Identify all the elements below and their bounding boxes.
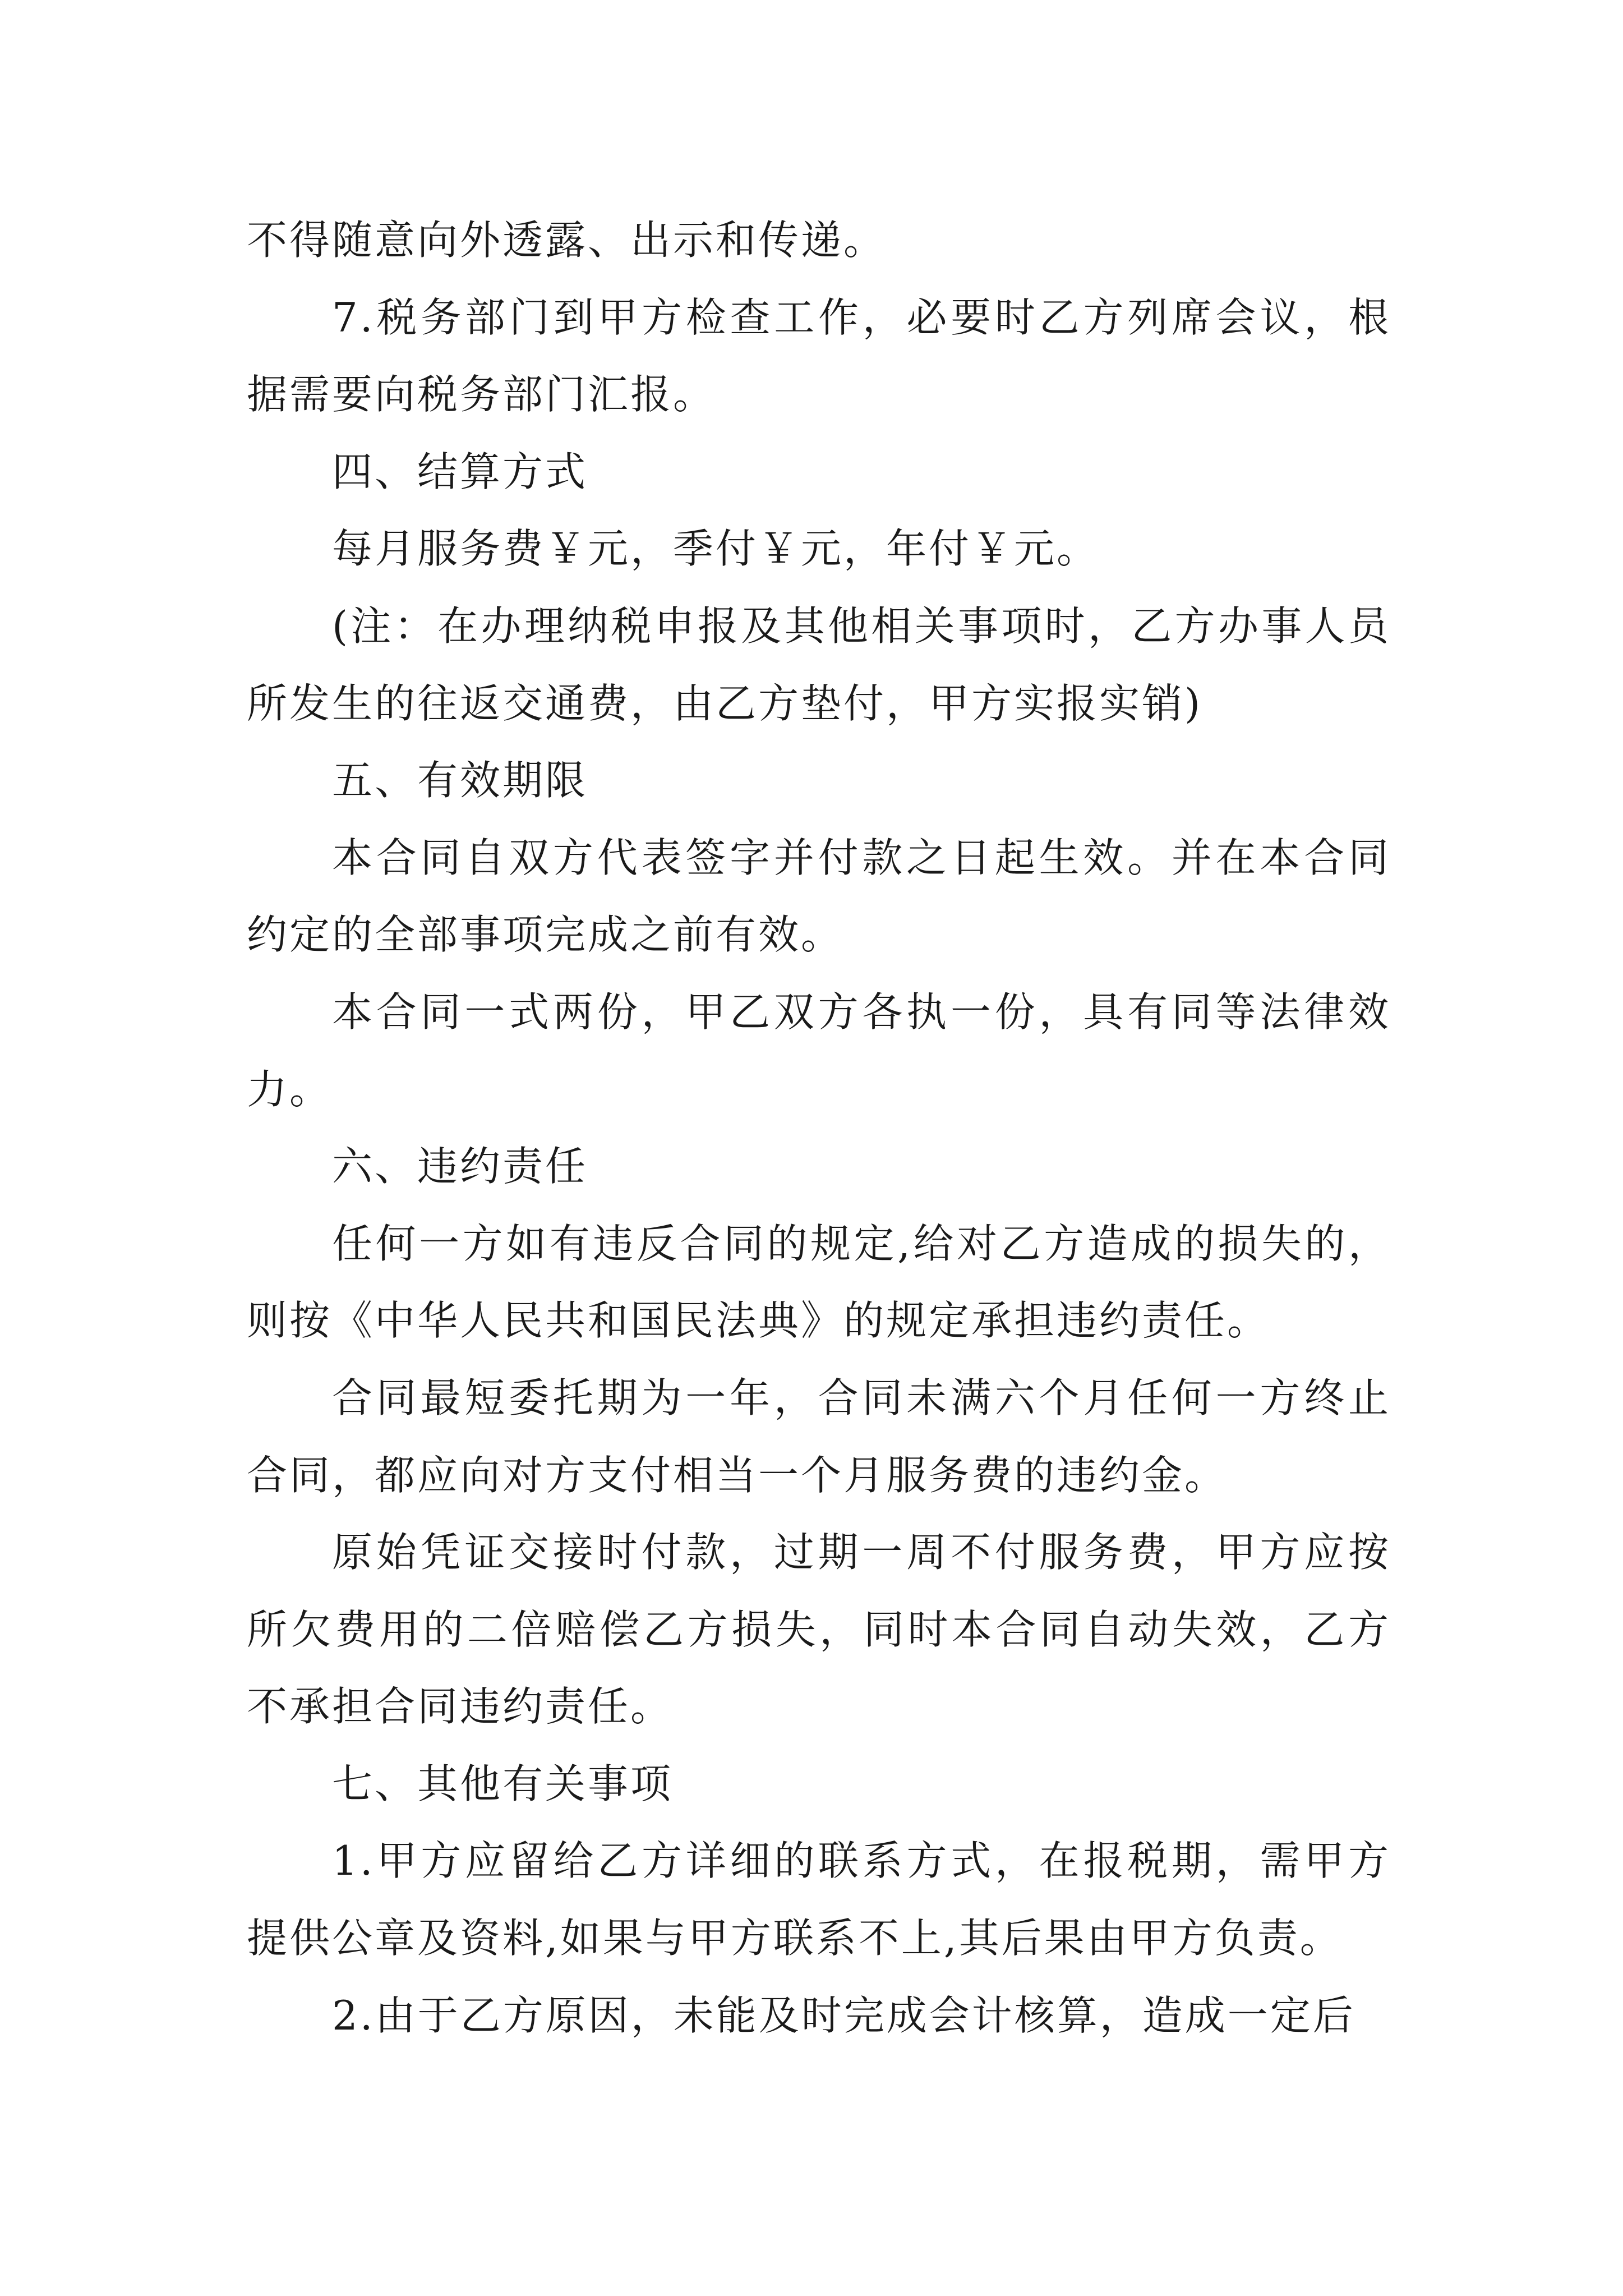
paragraph-item-2: 2.由于乙方原因，未能及时完成会计核算，造成一定后 (332, 1991, 1355, 2039)
paragraph-copies: 本合同一式两份，甲乙双方各执一份，具有同等法律效力。 (247, 988, 1391, 1113)
section-heading-other-matters: 七、其他有关事项 (332, 1760, 674, 1807)
section-heading-validity: 五、有效期限 (332, 757, 588, 804)
document-body (247, 202, 1391, 2054)
paragraph-fees: 每月服务费￥元，季付￥元，年付￥元。 (332, 525, 1100, 573)
paragraph-item-1: 1.甲方应留给乙方详细的联系方式，在报税期，需甲方提供公章及资料,如果与甲方联系不上,其后果由甲方负责。 (247, 1837, 1391, 1962)
paragraph-fees-note: (注：在办理纳税申报及其他相关事项时，乙方办事人员所发生的往返交通费，由乙方垫付，甲方实报实销) (247, 602, 1391, 727)
section-heading-settlement: 四、结算方式 (332, 448, 588, 495)
paragraph-continuation: 不得随意向外透露、出示和传递。 (247, 217, 887, 264)
paragraph-item-7: 7.税务部门到甲方检查工作，必要时乙方列席会议，根据需要向税务部门汇报。 (247, 293, 1391, 418)
paragraph-minimum-term: 合同最短委托期为一年，合同未满六个月任何一方终止合同，都应向对方支付相当一个月服务费的违约金。 (247, 1374, 1391, 1499)
paragraph-payment-delay: 原始凭证交接时付款，过期一周不付服务费，甲方应按所欠费用的二倍赔偿乙方损失，同时本合同自动失效，乙方不承担合同违约责任。 (247, 1529, 1391, 1731)
section-heading-breach: 六、违约责任 (332, 1143, 588, 1190)
paragraph-validity: 本合同自双方代表签字并付款之日起生效。并在本合同约定的全部事项完成之前有效。 (247, 834, 1391, 959)
paragraph-breach-liability: 任何一方如有违反合同的规定,给对乙方造成的损失的，则按《中华人民共和国民法典》的规定承担违约责任。 (247, 1220, 1391, 1345)
